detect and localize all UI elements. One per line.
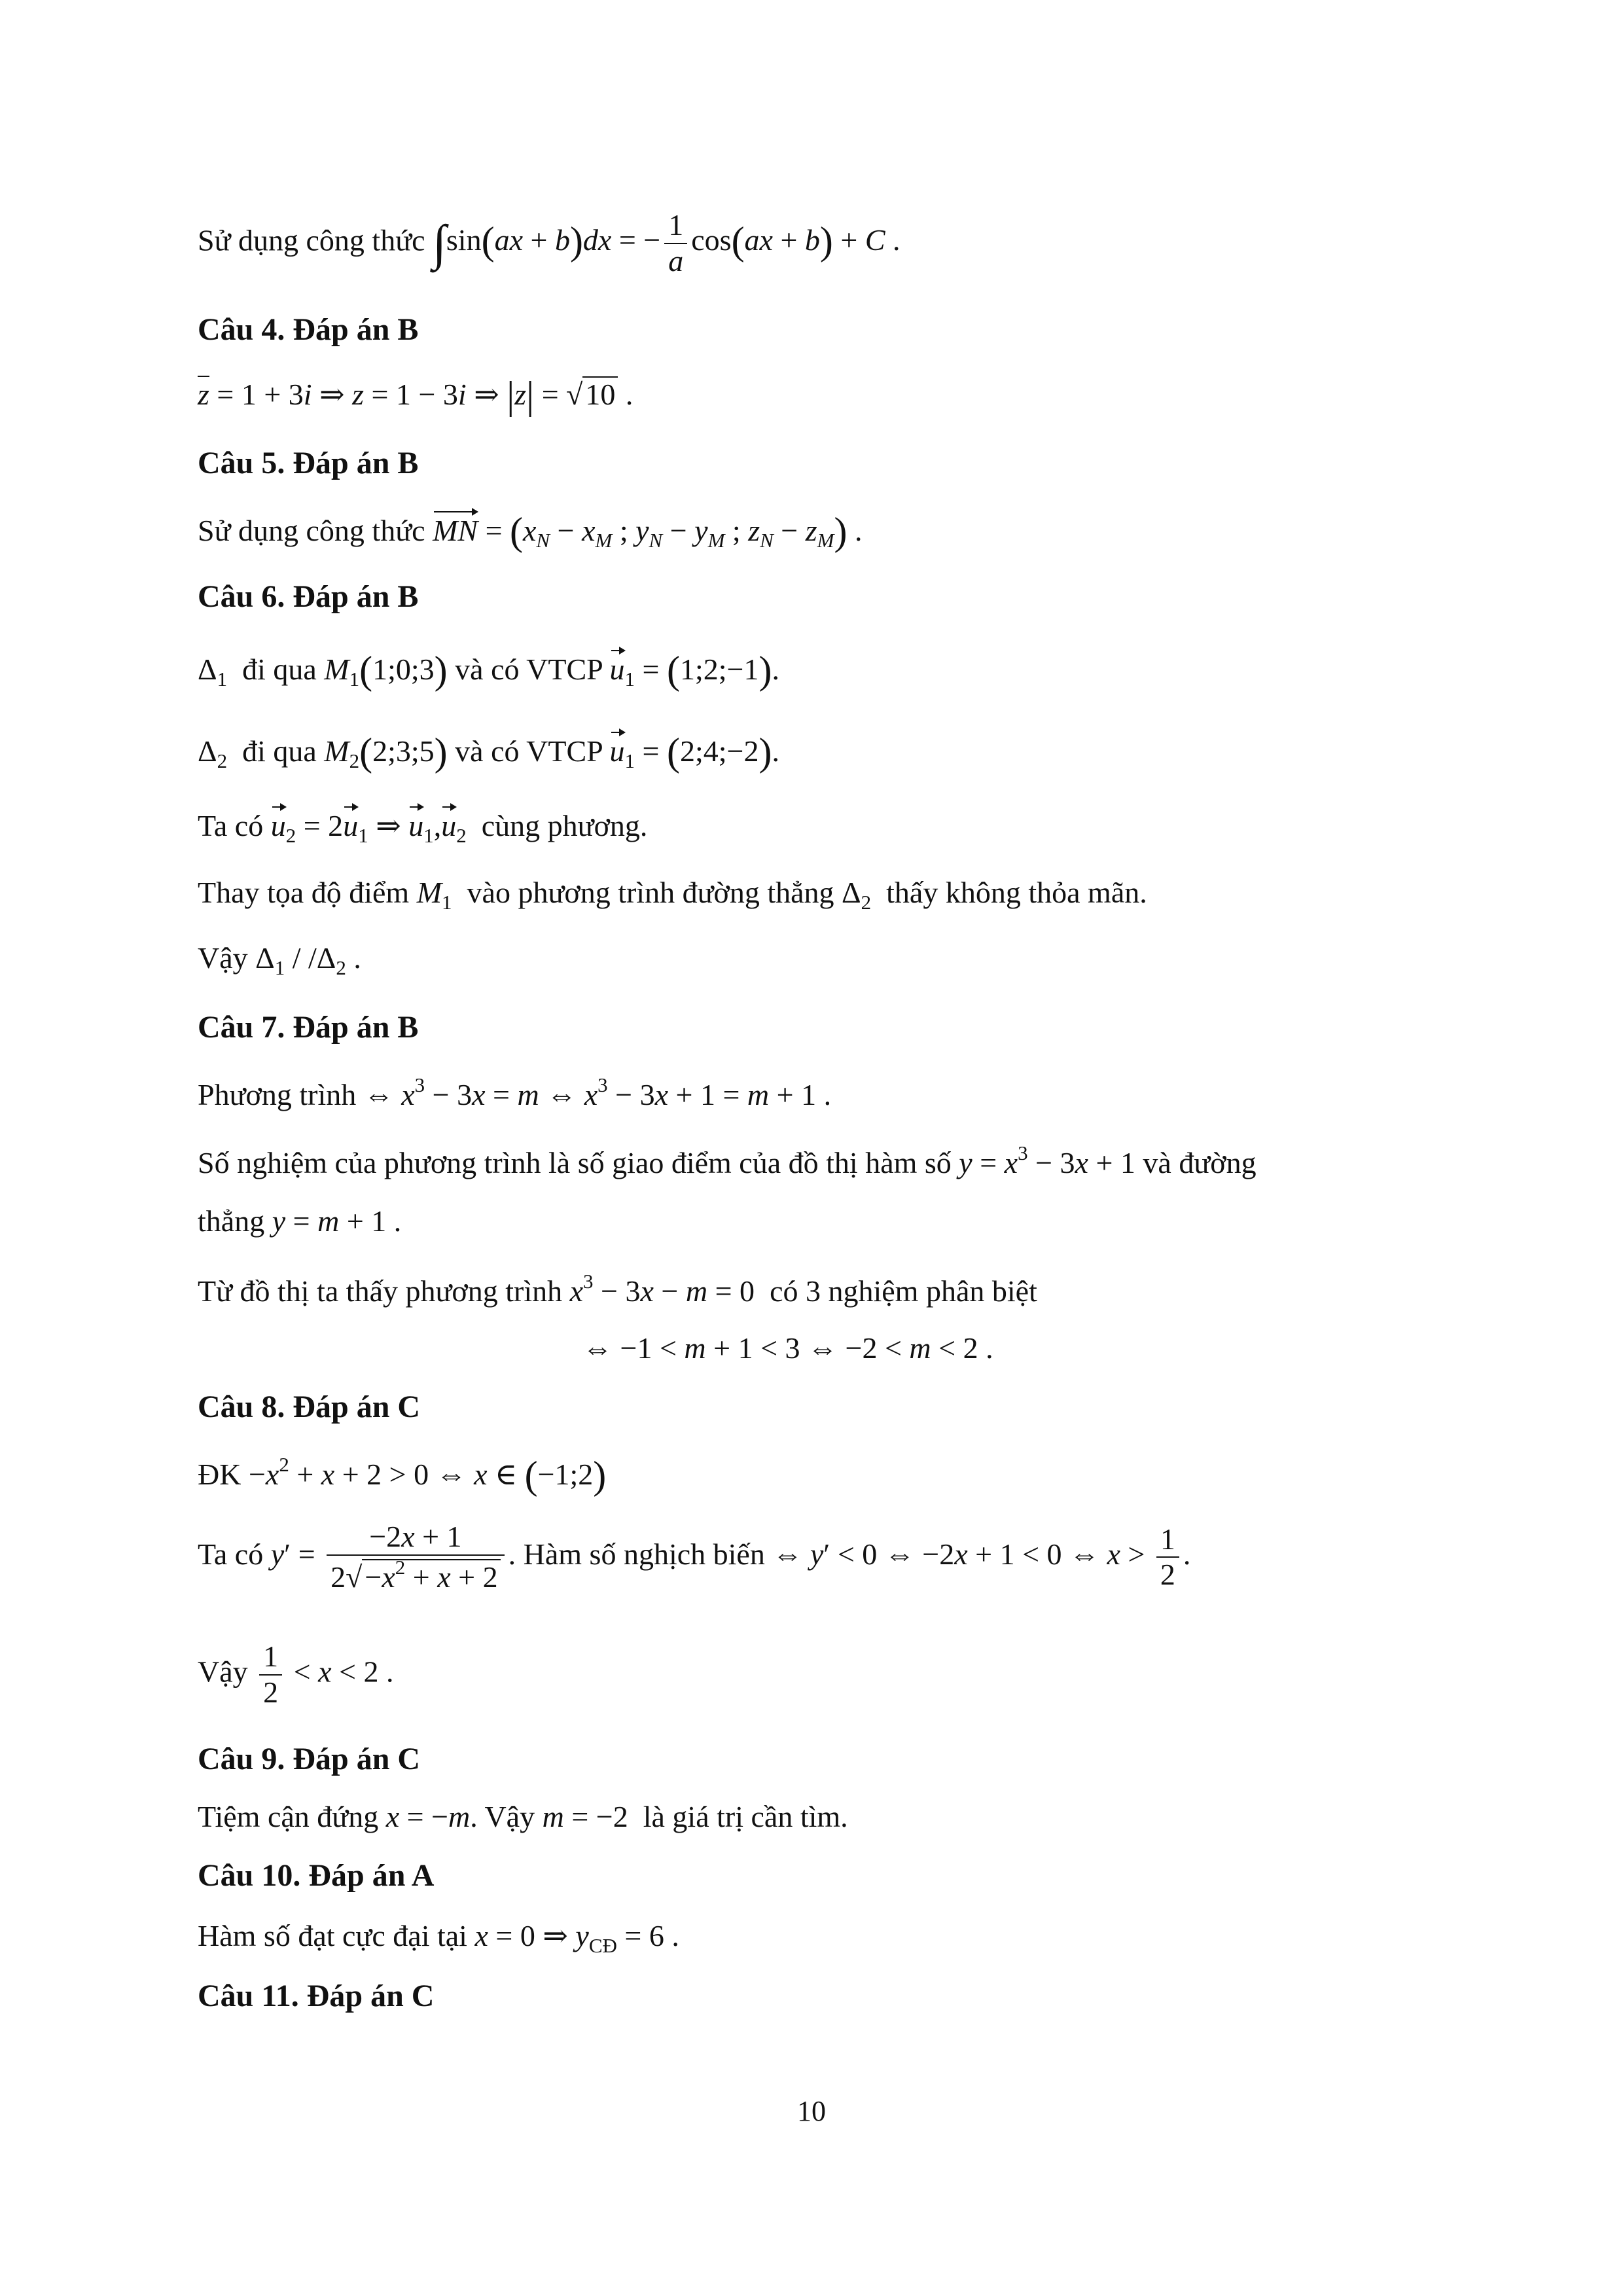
text-line: đi qua — [242, 734, 317, 768]
text-line: Sử dụng công thức — [198, 223, 425, 257]
formula-line: z = 1 + 3i ⇒ z = 1 − 3i ⇒ |z| = √10 . — [198, 374, 633, 417]
text-line: Phương trình — [198, 1078, 357, 1111]
heading-cau-6: Câu 6. Đáp án B — [198, 579, 419, 614]
line-derivative: Ta có y′ = $\frac{-2x + 1}{2√-x^2 + x + 2}$ . Hàm số nghịch biến ⇔ y′ < 0 ⇔ −2x + 1 < 0 ⇔ x > $\frac{1}{2}$ . — [198, 1520, 1191, 1594]
vector-formula-line — [198, 509, 862, 554]
text-line: thấy không thỏa mãn. — [886, 876, 1147, 909]
text-line: là giá trị cần tìm. — [643, 1800, 848, 1833]
line-tiem-can: Tiệm cận đứng x = −m. Vậy m = −2 là giá trị cần tìm. — [198, 1800, 848, 1833]
text-line: và có VTCP — [455, 653, 603, 686]
text-line: có 3 nghiệm phân biệt — [770, 1274, 1037, 1308]
formula: MN = ($x_N - x_M$ ; $y_N - y_M$ ; $z_N - z_M$) . — [433, 510, 863, 553]
text-line: . Hàm số nghịch biến — [508, 1537, 765, 1571]
line-phuong-trinh: Phương trình ⇔ $x^3 - 3x = m$ ⇔ $x^3 - 3x + 1 = m + 1$ . — [198, 1073, 832, 1111]
heading-cau-10: Câu 10. Đáp án A — [198, 1858, 435, 1893]
line-ta-co: Ta có $u_2 = 2u_1$ ⇒ $u_1,u_2$ cùng phương. — [198, 809, 648, 847]
text-line: Ta có — [198, 809, 264, 842]
line-cuc-dai: Hàm số đạt cực đại tại x = 0 ⇒ $y_{CĐ} = 6$ . — [198, 1919, 679, 1957]
text-line: Sử dụng công thức — [198, 514, 425, 547]
text-line: Thay tọa độ điểm — [198, 876, 410, 909]
page-number: 10 — [797, 2095, 826, 2127]
heading-cau-4: Câu 4. Đáp án B — [198, 312, 419, 347]
text-line: cùng phương. — [481, 809, 648, 842]
heading-cau-11: Câu 11. Đáp án C — [198, 1979, 435, 2013]
formula-centered: ⇔ −1 < m + 1 < 3 ⇔ −2 < m < 2 . — [582, 1331, 993, 1365]
text-line: Tiệm cận đứng — [198, 1800, 379, 1833]
text-line: đi qua — [242, 653, 317, 686]
line-tu-do-thi: Từ đồ thị ta thấy phương trình $x^3 - 3x - m = 0$ có 3 nghiệm phân biệt — [198, 1270, 1037, 1308]
heading-cau-5: Câu 5. Đáp án B — [198, 446, 419, 480]
text-line: . Vậy — [470, 1800, 535, 1833]
text-line: thẳng — [198, 1204, 265, 1238]
text-line: và đường — [1143, 1146, 1257, 1179]
integral-formula-line — [198, 208, 901, 279]
line-vay-2: Vậy $\frac{1}{2}$ < x < 2 . — [198, 1640, 394, 1709]
text-line: Vậy — [198, 1655, 248, 1689]
heading-cau-8: Câu 8. Đáp án C — [198, 1390, 421, 1424]
text-line: ĐK — [198, 1458, 241, 1491]
heading-cau-7: Câu 7. Đáp án B — [198, 1010, 419, 1045]
line-vay: Vậy $\Delta_1 / /\Delta_2$ . — [198, 941, 361, 979]
formula: ∫sin(ax + b)dx = − $\frac{1}{a}$ cos(ax + b) + C . — [433, 208, 901, 278]
line-delta-2: $\Delta_2$ đi qua $M_2(2;3;5)$ và có VTCP $u_1$ = (2;4;−2). — [198, 730, 779, 774]
text-line: Vậy — [198, 941, 248, 975]
text-line: Hàm số đạt cực đại tại — [198, 1919, 467, 1952]
line-thang: thẳng y = m + 1 . — [198, 1204, 402, 1238]
line-thay-toa-do: Thay tọa độ điểm $M_1$ vào phương trình đường thẳng $\Delta_2$ thấy không thỏa mãn. — [198, 876, 1147, 914]
line-dk: ĐK $-x^2 + x + 2 > 0$ ⇔ x ∈ (−1;2) — [198, 1453, 607, 1497]
line-so-nghiem: Số nghiệm của phương trình là số giao điểm của đồ thị hàm số $y = x^3 - 3x + 1$ và đường — [198, 1141, 1257, 1179]
text-line: Ta có — [198, 1537, 264, 1571]
text-line: Số nghiệm của phương trình là số giao điểm của đồ thị hàm số — [198, 1146, 952, 1179]
line-delta-1: $\Delta_1$ đi qua $M_1(1;0;3)$ và có VTCP $u_1$ = (1;2;−1). — [198, 649, 779, 692]
text-line: Từ đồ thị ta thấy phương trình — [198, 1274, 563, 1308]
text-line: vào phương trình đường thẳng — [467, 876, 834, 909]
text-line: và có VTCP — [455, 734, 603, 768]
heading-cau-9: Câu 9. Đáp án C — [198, 1742, 421, 1776]
